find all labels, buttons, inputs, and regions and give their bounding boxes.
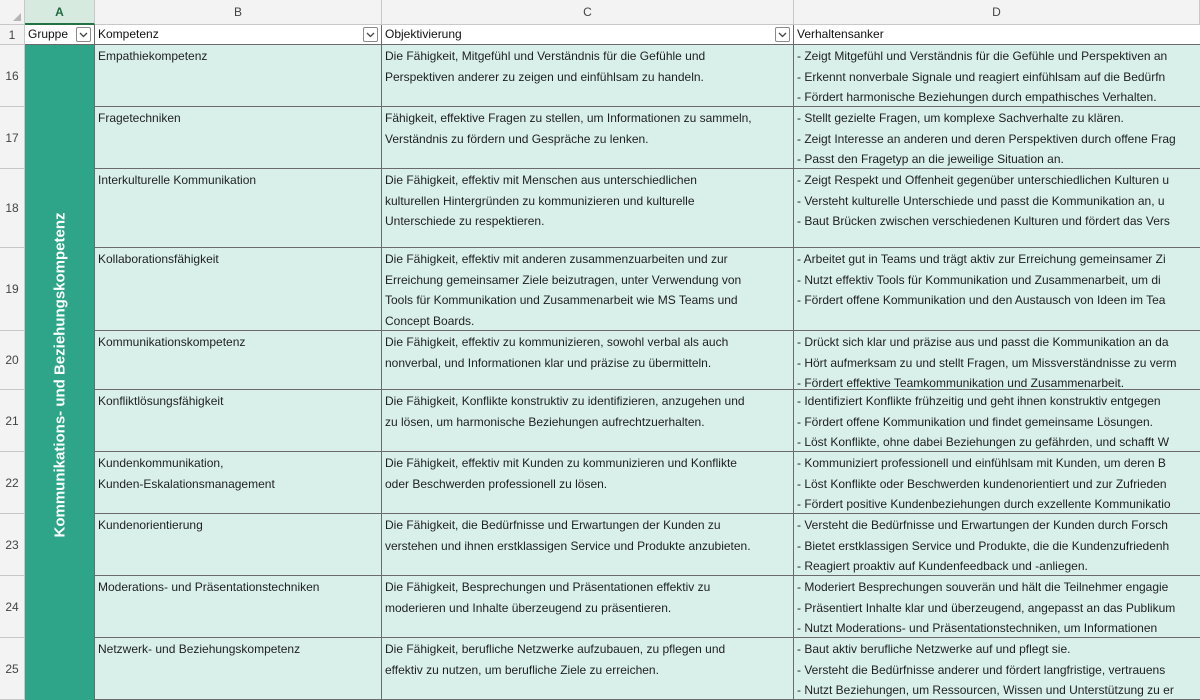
cell-text-line: Verständnis zu fördern und Gespräche zu lenken.	[385, 131, 649, 146]
objektivierung-cell[interactable]	[382, 638, 794, 700]
kompetenz-cell[interactable]	[95, 248, 382, 331]
cell-text-line: - Stellt gezielte Fragen, um komplexe Sachverhalte zu klären.	[797, 111, 1124, 125]
cell-text-line: - Fördert positive Kundenbeziehungen durch exzellente Kommunikatio	[797, 497, 1171, 511]
cell-text-line: - Nutzt Beziehungen, um Ressourcen, Wissen und Unterstützung zu er	[797, 683, 1174, 697]
verhaltensanker-cell[interactable]	[794, 331, 1200, 390]
cell-text-line: - Zeigt Mitgefühl und Verständnis für die Gefühle und Perspektiven an	[797, 49, 1168, 63]
cell-text-line: Die Fähigkeit, Mitgefühl und Verständnis für die Gefühle und	[385, 49, 706, 63]
select-all-corner[interactable]	[0, 0, 25, 25]
row-header-23[interactable]: 23	[0, 514, 25, 576]
cell-text-line: Concept Boards.	[385, 313, 475, 328]
cell-text-line: - Versteht die Bedürfnisse und Erwartungen der Kunden durch Forsch	[797, 518, 1168, 532]
cell-text-line: - Baut aktiv berufliche Netzwerke auf und pflegt sie.	[797, 642, 1071, 656]
cell-text-line: - Identifiziert Konflikte frühzeitig und geht ihnen konstruktiv entgegen	[797, 394, 1161, 408]
cell-text-line: Die Fähigkeit, effektiv mit Kunden zu kommunizieren und Konflikte	[385, 456, 737, 470]
cell-text-line: Perspektiven anderer zu zeigen und einfühlsam zu handeln.	[385, 69, 704, 84]
cell-text-line: Die Fähigkeit, effektiv mit anderen zusammenzuarbeiten und zur	[385, 252, 728, 266]
objektivierung-cell[interactable]	[382, 248, 794, 331]
cell-text-line: effektiv zu nutzen, um berufliche Ziele zu erreichen.	[385, 662, 659, 677]
cell-text-line: - Kommuniziert professionell und einfühlsam mit Kunden, um deren B	[797, 456, 1166, 470]
row-header-21[interactable]: 21	[0, 390, 25, 452]
chevron-down-icon	[79, 32, 88, 38]
verhaltensanker-cell[interactable]	[794, 248, 1200, 331]
cell-text-line: - Erkennt nonverbale Signale und reagiert einfühlsam auf die Bedürfn	[797, 69, 1166, 84]
cell-text-line: - Nutzt Moderations- und Präsentationstechniken, um Informationen	[797, 621, 1158, 635]
kompetenz-cell[interactable]	[95, 331, 382, 390]
kompetenz-cell[interactable]	[95, 576, 382, 638]
cell-text-line: moderieren und Inhalte überzeugend zu präsentieren.	[385, 600, 672, 615]
cell-text-line: - Zeigt Interesse an anderen und deren Perspektiven durch offene Frag	[797, 131, 1176, 146]
cell-text-line: - Moderiert Besprechungen souverän und hält die Teilnehmer engagie	[797, 580, 1169, 594]
cell-text-line: verstehen und ihnen erstklassigen Service und Produkte anzubieten.	[385, 538, 751, 553]
objektivierung-cell[interactable]	[382, 169, 794, 248]
cell-text-line: nonverbal, und Informationen klar und präzise zu übermitteln.	[385, 355, 712, 370]
cell-text-line: Kundenorientierung	[98, 518, 203, 532]
kompetenz-cell[interactable]	[95, 390, 382, 452]
cell-text-line: - Bietet erstklassigen Service und Produkte, die die Kundenzufriedenh	[797, 538, 1170, 553]
kompetenz-cell[interactable]	[95, 45, 382, 107]
cell-text-line: Erreichung gemeinsamer Ziele beizutragen, unter Verwendung von	[385, 272, 742, 287]
cell-text-line: - Nutzt effektiv Tools für Kommunikation und Zusammenarbeit, um di	[797, 272, 1161, 287]
verhaltensanker-cell[interactable]	[794, 390, 1200, 452]
cell-text-line: - Versteht die Bedürfnisse anderer und fördert langfristige, vertrauens	[797, 662, 1166, 677]
objektivierung-cell[interactable]	[382, 107, 794, 169]
chevron-down-icon	[366, 32, 375, 38]
cell-text-line: - Löst Konflikte oder Beschwerden kundenorientiert und zur Zufrieden	[797, 476, 1167, 491]
cell-text-line: Empathiekompetenz	[98, 49, 208, 63]
header-cell-objektivierung[interactable]	[382, 25, 794, 45]
row-header-19[interactable]: 19	[0, 248, 25, 331]
objektivierung-cell[interactable]	[382, 576, 794, 638]
objektivierung-cell[interactable]	[382, 452, 794, 514]
verhaltensanker-cell[interactable]	[794, 576, 1200, 638]
header-label-objektivierung: Objektivierung	[385, 27, 462, 41]
cell-text-line: - Fördert offene Kommunikation und findet gemeinsame Lösungen.	[797, 414, 1153, 429]
cell-text-line: - Präsentiert Inhalte klar und überzeugend, angepasst an das Publikum	[797, 600, 1176, 615]
header-label-verhaltensanker: Verhaltensanker	[797, 27, 884, 41]
header-cell-kompetenz[interactable]	[95, 25, 382, 45]
cell-text-line: Moderations- und Präsentationstechniken	[98, 580, 320, 594]
row-header-24[interactable]: 24	[0, 576, 25, 638]
verhaltensanker-cell[interactable]	[794, 107, 1200, 169]
row-header-18[interactable]: 18	[0, 169, 25, 248]
objektivierung-cell[interactable]	[382, 390, 794, 452]
kompetenz-cell[interactable]	[95, 514, 382, 576]
cell-text-line: - Drückt sich klar und präzise aus und passt die Kommunikation an da	[797, 335, 1169, 349]
group-cell-merged[interactable]	[25, 45, 95, 700]
cell-text-line: kulturellen Hintergründen zu kommunizieren und kulturelle	[385, 193, 695, 208]
verhaltensanker-cell[interactable]	[794, 514, 1200, 576]
row-header-25[interactable]: 25	[0, 638, 25, 700]
column-header-c[interactable]: C	[382, 0, 794, 25]
column-header-d[interactable]: D	[794, 0, 1200, 25]
cell-text-line: - Passt den Fragetyp an die jeweilige Situation an.	[797, 152, 1064, 166]
cell-text-line: Fragetechniken	[98, 111, 181, 125]
header-cell-gruppe[interactable]	[25, 25, 95, 45]
cell-text-line: Kollaborationsfähigkeit	[98, 252, 219, 266]
cell-text-line: Unterschiede zu respektieren.	[385, 214, 545, 228]
cell-text-line: - Reagiert proaktiv auf Kundenfeedback und -anliegen.	[797, 559, 1088, 573]
verhaltensanker-cell[interactable]	[794, 452, 1200, 514]
filter-dropdown-objektivierung[interactable]	[775, 27, 790, 42]
column-header-a[interactable]: A	[25, 0, 95, 25]
cell-text-line: Die Fähigkeit, Besprechungen und Präsentationen effektiv zu	[385, 580, 711, 594]
cell-text-line: Tools für Kommunikation und Zusammenarbeit wie MS Teams und	[385, 293, 738, 307]
cell-text-line: zu lösen, um harmonische Beziehungen aufrechtzuerhalten.	[385, 414, 705, 429]
verhaltensanker-cell[interactable]	[794, 45, 1200, 107]
cell-text-line: Die Fähigkeit, berufliche Netzwerke aufzubauen, zu pflegen und	[385, 642, 726, 656]
cell-text-line: - Arbeitet gut in Teams und trägt aktiv zur Erreichung gemeinsamer Zi	[797, 252, 1166, 266]
verhaltensanker-cell[interactable]	[794, 638, 1200, 700]
header-label-gruppe: Gruppe	[28, 27, 69, 41]
cell-text-line: - Fördert harmonische Beziehungen durch empathisches Verhalten.	[797, 90, 1157, 104]
row-header-17[interactable]: 17	[0, 107, 25, 169]
cell-text-line: Netzwerk- und Beziehungskompetenz	[98, 642, 301, 656]
cell-text-line: Fähigkeit, effektive Fragen zu stellen, um Informationen zu sammeln,	[385, 111, 752, 125]
kompetenz-cell[interactable]	[95, 452, 382, 514]
cell-text-line: - Baut Brücken zwischen verschiedenen Kulturen und fördert das Vers	[797, 214, 1170, 228]
row-header-1[interactable]: 1	[0, 25, 25, 45]
cell-text-line: Die Fähigkeit, Konflikte konstruktiv zu identifizieren, anzugehen und	[385, 394, 745, 408]
column-header-b[interactable]: B	[95, 0, 382, 25]
objektivierung-cell[interactable]	[382, 331, 794, 390]
header-label-kompetenz: Kompetenz	[98, 27, 159, 41]
cell-text-line: Die Fähigkeit, die Bedürfnisse und Erwartungen der Kunden zu	[385, 518, 721, 532]
filter-dropdown-gruppe[interactable]	[76, 27, 91, 42]
row-header-22[interactable]: 22	[0, 452, 25, 514]
cell-text-line: Die Fähigkeit, effektiv zu kommunizieren, sowohl verbal als auch	[385, 335, 729, 349]
cell-text-line: - Fördert offene Kommunikation und den Austausch von Ideen im Tea	[797, 293, 1166, 307]
objektivierung-cell[interactable]	[382, 514, 794, 576]
cell-text-line: - Zeigt Respekt und Offenheit gegenüber unterschiedlichen Kulturen u	[797, 173, 1170, 187]
cell-text-line: Kundenkommunikation,	[98, 456, 224, 470]
cell-text-line: - Fördert effektive Teamkommunikation und Zusammenarbeit.	[797, 376, 1125, 390]
kompetenz-cell[interactable]	[95, 638, 382, 700]
verhaltensanker-cell[interactable]	[794, 169, 1200, 248]
row-header-20[interactable]: 20	[0, 331, 25, 390]
filter-dropdown-kompetenz[interactable]	[363, 27, 378, 42]
kompetenz-cell[interactable]	[95, 107, 382, 169]
cell-text-line: - Versteht kulturelle Unterschiede und passt die Kommunikation an, u	[797, 193, 1165, 208]
group-label: Kommunikations- und Beziehungskompetenz	[51, 212, 68, 538]
kompetenz-cell[interactable]	[95, 169, 382, 248]
cell-text-line: Kunden-Eskalationsmanagement	[98, 476, 275, 491]
chevron-down-icon	[778, 32, 787, 38]
row-header-16[interactable]: 16	[0, 45, 25, 107]
cell-text-line: oder Beschwerden professionell zu lösen.	[385, 476, 608, 491]
objektivierung-cell[interactable]	[382, 45, 794, 107]
cell-text-line: - Hört aufmerksam zu und stellt Fragen, um Missverständnisse zu verm	[797, 355, 1177, 370]
header-cell-verhaltensanker[interactable]	[794, 25, 1200, 45]
cell-text-line: - Löst Konflikte, ohne dabei Beziehungen zu gefährden, und schafft W	[797, 435, 1170, 449]
cell-text-line: Konfliktlösungsfähigkeit	[98, 394, 224, 408]
cell-text-line: Die Fähigkeit, effektiv mit Menschen aus unterschiedlichen	[385, 173, 697, 187]
cell-text-line: Interkulturelle Kommunikation	[98, 173, 257, 187]
cell-text-line: Kommunikationskompetenz	[98, 335, 246, 349]
